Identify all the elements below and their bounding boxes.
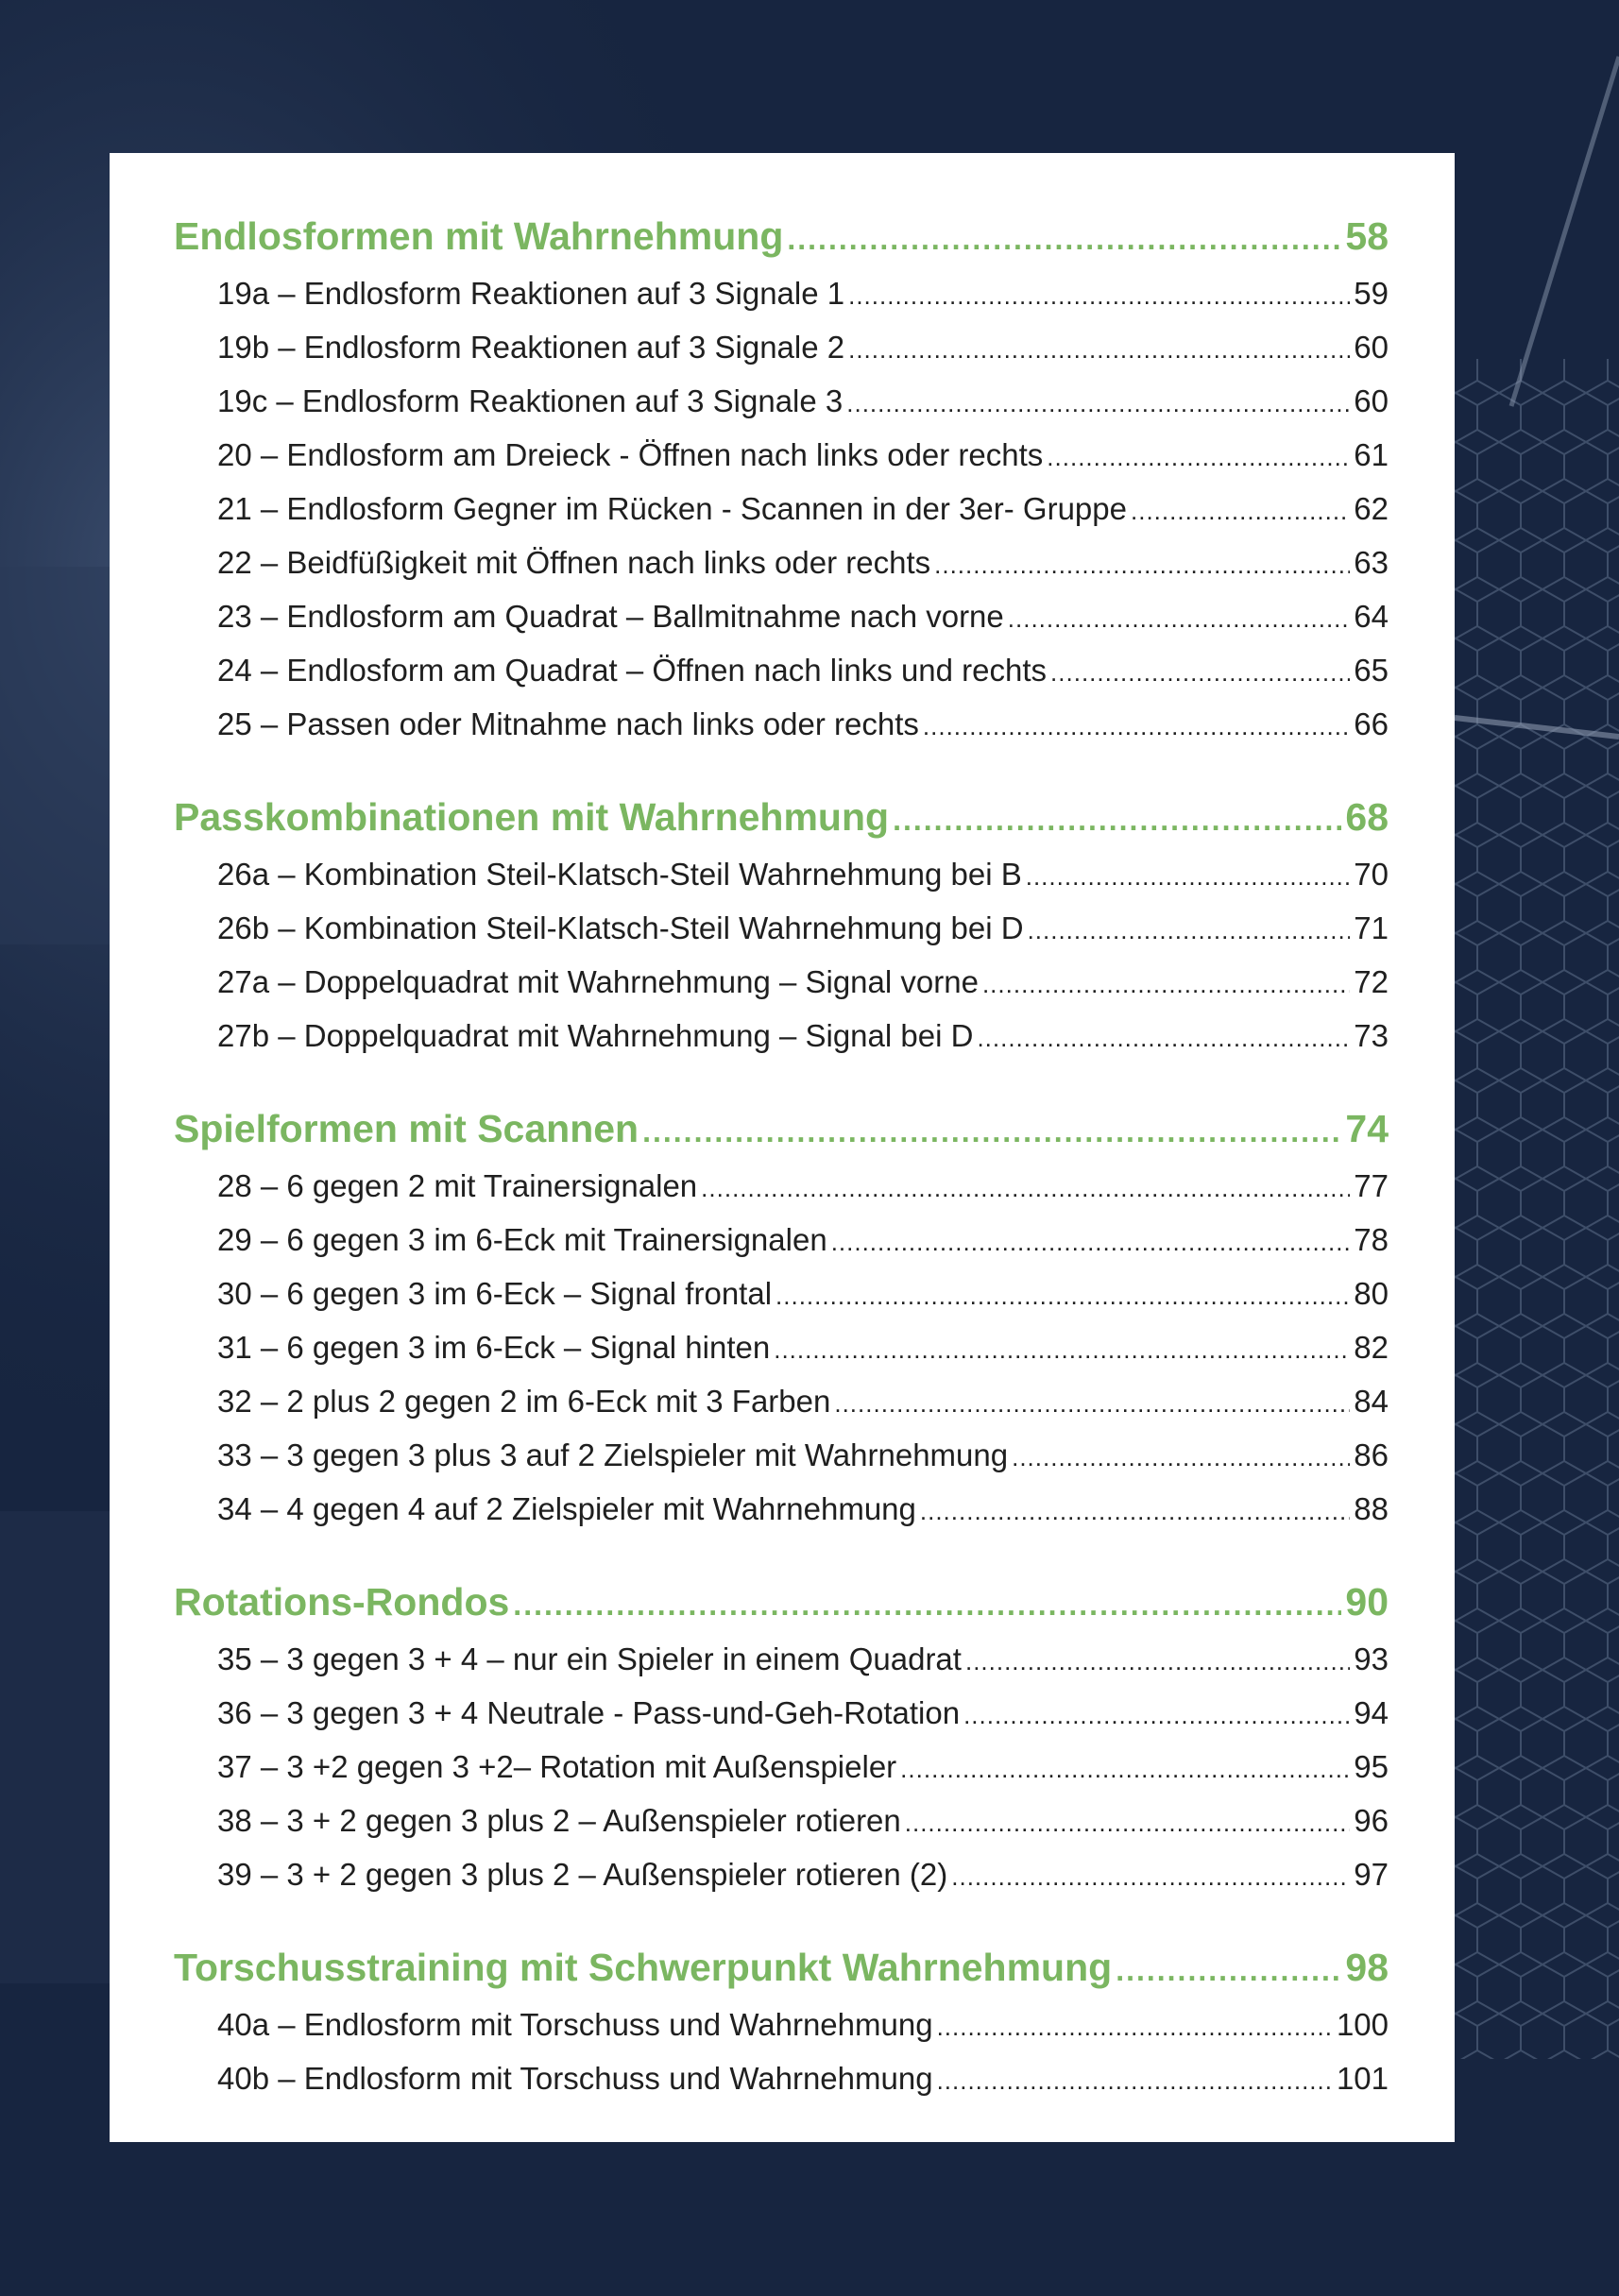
entry-page-number: 94 xyxy=(1354,1695,1389,1730)
entry-title: 21 – Endlosform Gegner im Rücken - Scannen in der 3er- Gruppe xyxy=(217,491,1127,526)
leader-dots xyxy=(905,1796,1351,1850)
section-title: Passkombinationen mit Wahrnehmung xyxy=(174,795,890,839)
entry-page-number: 97 xyxy=(1354,1857,1389,1892)
leader-dots xyxy=(934,538,1350,592)
entry-title: 30 – 6 gegen 3 im 6-Eck – Signal frontal xyxy=(217,1276,773,1311)
entry-page-number: 62 xyxy=(1354,491,1389,526)
section-page-number: 98 xyxy=(1345,1946,1389,1989)
toc-entry[interactable] xyxy=(174,1794,1389,1847)
entry-page-number: 77 xyxy=(1354,1168,1389,1203)
leader-dots xyxy=(977,1012,1350,1065)
entry-page-number: 66 xyxy=(1354,706,1389,741)
leader-dots xyxy=(1050,646,1350,700)
toc-entry[interactable] xyxy=(174,1159,1389,1213)
entry-page-number: 96 xyxy=(1354,1803,1389,1838)
toc-entry[interactable] xyxy=(174,1632,1389,1686)
section-heading[interactable] xyxy=(174,787,1389,847)
leader-dots xyxy=(1026,850,1351,904)
entry-page-number: 63 xyxy=(1354,545,1389,580)
section-page-number: 58 xyxy=(1345,214,1389,258)
section-heading[interactable] xyxy=(174,1572,1389,1632)
entry-title: 27a – Doppelquadrat mit Wahrnehmung – Signal vorne xyxy=(217,964,979,999)
entry-title: 26b – Kombination Steil-Klatsch-Steil Wahrnehmung bei D xyxy=(217,910,1024,945)
leader-dots xyxy=(923,700,1350,754)
toc-section xyxy=(174,1098,1389,1536)
leader-dots xyxy=(831,1216,1351,1269)
toc-entry[interactable] xyxy=(174,1374,1389,1428)
toc-entry[interactable] xyxy=(174,1686,1389,1740)
toc-entry[interactable] xyxy=(174,1213,1389,1267)
leader-dots xyxy=(951,1850,1350,1904)
toc-entry[interactable] xyxy=(174,1320,1389,1374)
toc-entry[interactable] xyxy=(174,955,1389,1009)
entry-title: 28 – 6 gegen 2 mit Trainersignalen xyxy=(217,1168,698,1203)
leader-dots xyxy=(1116,1940,1341,2000)
entry-page-number: 65 xyxy=(1354,653,1389,688)
leader-dots xyxy=(642,1101,1341,1162)
leader-dots xyxy=(1047,431,1350,485)
entry-title: 25 – Passen oder Mitnahme nach links oder rechts xyxy=(217,706,919,741)
entry-title: 26a – Kombination Steil-Klatsch-Steil Wahrnehmung bei B xyxy=(217,857,1022,892)
toc-section xyxy=(174,206,1389,751)
section-page-number: 74 xyxy=(1345,1107,1389,1150)
leader-dots xyxy=(846,377,1350,431)
leader-dots xyxy=(834,1377,1350,1431)
entry-page-number: 73 xyxy=(1354,1018,1389,1053)
entry-page-number: 59 xyxy=(1354,276,1389,311)
entry-title: 37 – 3 +2 gegen 3 +2– Rotation mit Außenspieler xyxy=(217,1749,897,1784)
section-page-number: 90 xyxy=(1345,1580,1389,1624)
entry-page-number: 80 xyxy=(1354,1276,1389,1311)
entry-title: 36 – 3 gegen 3 + 4 Neutrale - Pass-und-Geh-Rotation xyxy=(217,1695,961,1730)
entry-title: 31 – 6 gegen 3 im 6-Eck – Signal hinten xyxy=(217,1330,771,1365)
entry-page-number: 95 xyxy=(1354,1749,1389,1784)
entry-page-number: 60 xyxy=(1354,330,1389,365)
toc-entry[interactable] xyxy=(174,428,1389,482)
section-title: Endlosformen mit Wahrnehmung xyxy=(174,214,784,258)
leader-dots xyxy=(900,1743,1350,1796)
leader-dots xyxy=(982,958,1350,1012)
entry-title: 22 – Beidfüßigkeit mit Öffnen nach links oder rechts xyxy=(217,545,931,580)
entry-page-number: 88 xyxy=(1354,1491,1389,1526)
leader-dots xyxy=(1131,485,1350,538)
toc-entry[interactable] xyxy=(174,2051,1389,2105)
toc-entry[interactable] xyxy=(174,266,1389,320)
entry-page-number: 84 xyxy=(1354,1384,1389,1419)
toc-entry[interactable] xyxy=(174,901,1389,955)
entry-title: 27b – Doppelquadrat mit Wahrnehmung – Signal bei D xyxy=(217,1018,974,1053)
entry-title: 32 – 2 plus 2 gegen 2 im 6-Eck mit 3 Farben xyxy=(217,1384,831,1419)
toc-entry[interactable] xyxy=(174,482,1389,536)
leader-dots xyxy=(937,2000,1333,2054)
leader-dots xyxy=(963,1689,1350,1743)
entry-title: 20 – Endlosform am Dreieck - Öffnen nach links oder rechts xyxy=(217,437,1044,472)
entry-title: 35 – 3 gegen 3 + 4 – nur ein Spieler in einem Quadrat xyxy=(217,1641,962,1676)
section-page-number: 68 xyxy=(1345,795,1389,839)
entry-page-number: 100 xyxy=(1336,2007,1389,2042)
toc-section xyxy=(174,1937,1389,2105)
toc-entry[interactable] xyxy=(174,1998,1389,2051)
toc-entry[interactable] xyxy=(174,374,1389,428)
leader-dots xyxy=(848,323,1350,377)
section-title: Torschusstraining mit Schwerpunkt Wahrnehmung xyxy=(174,1946,1113,1989)
toc-page xyxy=(110,153,1455,2142)
entry-page-number: 78 xyxy=(1354,1222,1389,1257)
entry-title: 39 – 3 + 2 gegen 3 plus 2 – Außenspieler rotieren (2) xyxy=(217,1857,948,1892)
toc-section xyxy=(174,1572,1389,1901)
section-heading[interactable] xyxy=(174,1937,1389,1998)
entry-page-number: 64 xyxy=(1354,599,1389,634)
toc-entry[interactable] xyxy=(174,1482,1389,1536)
toc-entry[interactable] xyxy=(174,320,1389,374)
toc-entry[interactable] xyxy=(174,536,1389,589)
leader-dots xyxy=(774,1323,1350,1377)
entry-title: 23 – Endlosform am Quadrat – Ballmitnahme nach vorne xyxy=(217,599,1004,634)
entry-title: 29 – 6 gegen 3 im 6-Eck mit Trainersignalen xyxy=(217,1222,827,1257)
entry-title: 19b – Endlosform Reaktionen auf 3 Signale 2 xyxy=(217,330,845,365)
toc-entry[interactable] xyxy=(174,1267,1389,1320)
entry-title: 33 – 3 gegen 3 plus 3 auf 2 Zielspieler mit Wahrnehmung xyxy=(217,1437,1009,1472)
leader-dots xyxy=(965,1635,1350,1689)
leader-dots xyxy=(920,1485,1350,1539)
leader-dots xyxy=(848,269,1350,323)
leader-dots xyxy=(701,1162,1350,1216)
leader-dots xyxy=(787,209,1341,269)
toc-entry[interactable] xyxy=(174,697,1389,751)
section-heading[interactable] xyxy=(174,1098,1389,1159)
entry-title: 40a – Endlosform mit Torschuss und Wahrnehmung xyxy=(217,2007,933,2042)
toc-entry[interactable] xyxy=(174,1428,1389,1482)
leader-dots xyxy=(1012,1431,1350,1485)
toc-entry[interactable] xyxy=(174,1740,1389,1794)
entry-page-number: 82 xyxy=(1354,1330,1389,1365)
entry-page-number: 93 xyxy=(1354,1641,1389,1676)
section-title: Spielformen mit Scannen xyxy=(174,1107,639,1150)
entry-page-number: 101 xyxy=(1336,2061,1389,2096)
leader-dots xyxy=(1008,592,1351,646)
leader-dots xyxy=(1028,904,1351,958)
section-heading[interactable] xyxy=(174,206,1389,266)
toc-entry[interactable] xyxy=(174,589,1389,643)
entry-page-number: 86 xyxy=(1354,1437,1389,1472)
leader-dots xyxy=(893,790,1341,850)
entry-title: 38 – 3 + 2 gegen 3 plus 2 – Außenspieler rotieren xyxy=(217,1803,901,1838)
entry-page-number: 71 xyxy=(1354,910,1389,945)
toc-entry[interactable] xyxy=(174,847,1389,901)
entry-title: 40b – Endlosform mit Torschuss und Wahrnehmung xyxy=(217,2061,933,2096)
entry-page-number: 60 xyxy=(1354,383,1389,418)
toc-entry[interactable] xyxy=(174,1847,1389,1901)
entry-title: 19a – Endlosform Reaktionen auf 3 Signale 1 xyxy=(217,276,845,311)
entry-page-number: 61 xyxy=(1354,437,1389,472)
section-title: Rotations-Rondos xyxy=(174,1580,510,1624)
toc-entry[interactable] xyxy=(174,1009,1389,1063)
leader-dots xyxy=(775,1269,1350,1323)
leader-dots xyxy=(937,2054,1333,2108)
entry-page-number: 72 xyxy=(1354,964,1389,999)
entry-page-number: 70 xyxy=(1354,857,1389,892)
entry-title: 34 – 4 gegen 4 auf 2 Zielspieler mit Wahrnehmung xyxy=(217,1491,916,1526)
leader-dots xyxy=(513,1574,1341,1635)
toc-section xyxy=(174,787,1389,1063)
entry-title: 19c – Endlosform Reaktionen auf 3 Signale 3 xyxy=(217,383,844,418)
entry-title: 24 – Endlosform am Quadrat – Öffnen nach links und rechts xyxy=(217,653,1048,688)
toc-entry[interactable] xyxy=(174,643,1389,697)
